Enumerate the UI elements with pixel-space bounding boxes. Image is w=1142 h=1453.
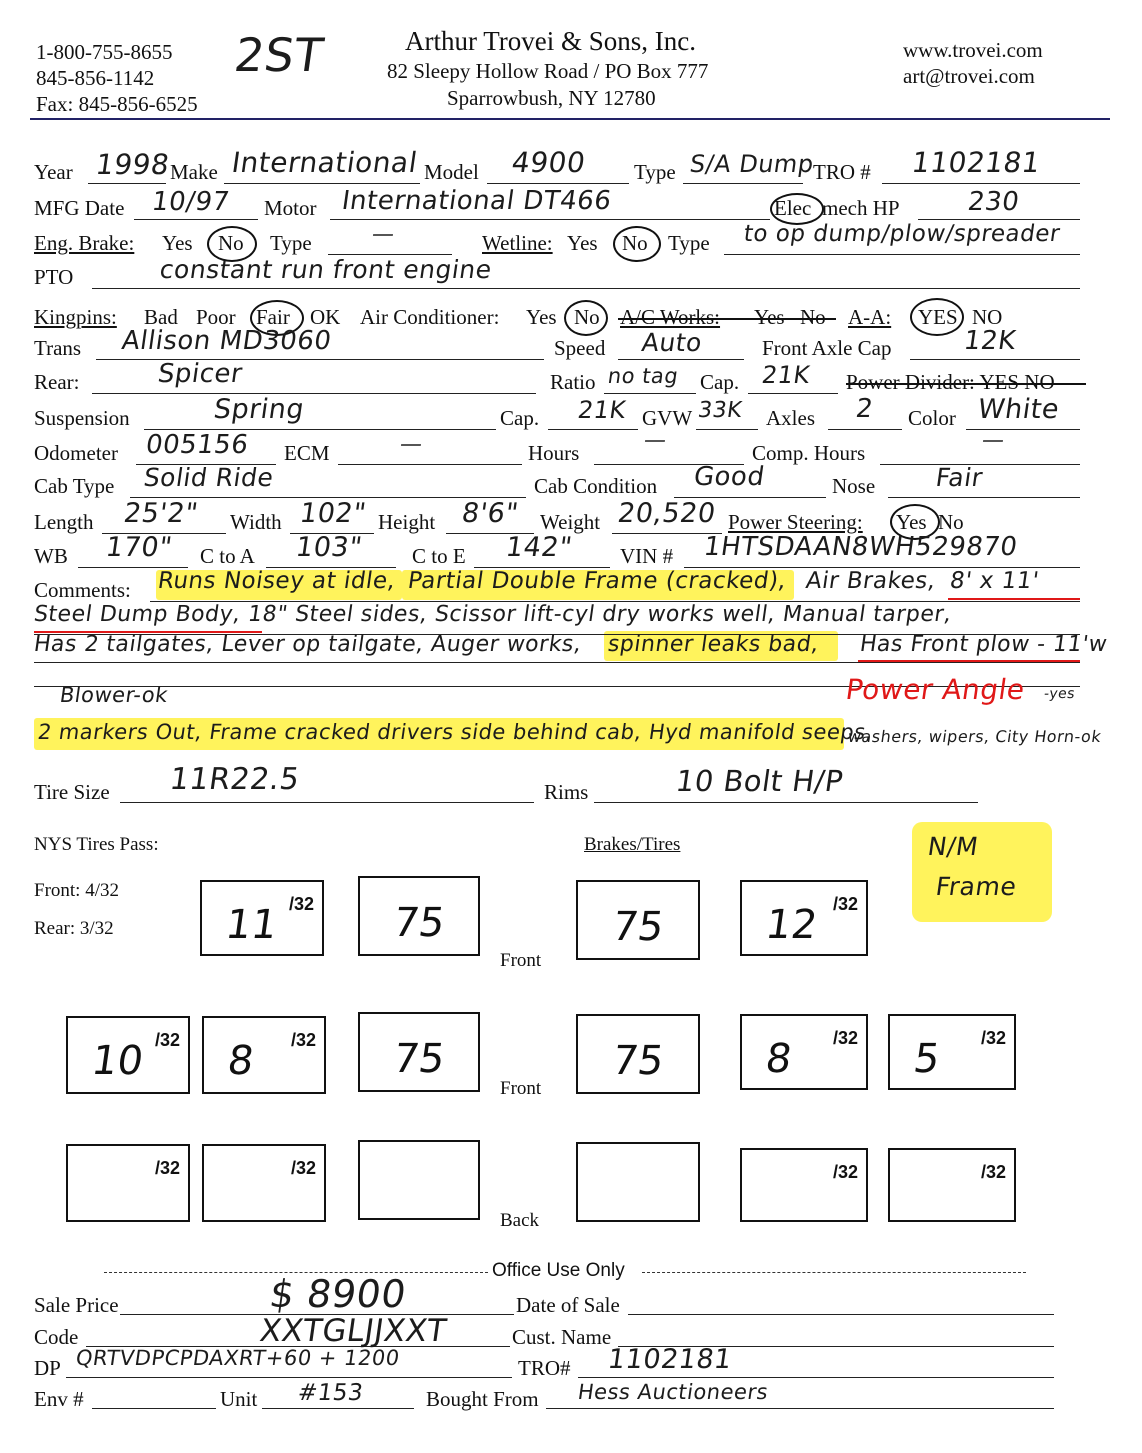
tire-box-r2-2 (202, 1016, 326, 1094)
comments-label: Comments: (34, 578, 131, 602)
per-32: /32 (980, 1028, 1006, 1048)
tire-size-value: 11R22.5 (167, 762, 302, 797)
ratio-label: Ratio (550, 370, 596, 394)
height-value: 8'6" (459, 498, 521, 529)
company-email: art@trovei.com (903, 64, 1035, 88)
power-steering-no: No (938, 510, 964, 534)
c-to-a-label: C to A (200, 544, 255, 568)
kingpins-fair: Fair (256, 305, 290, 329)
tire-box-r3-4 (888, 1148, 1016, 1222)
wetline-no: No (622, 231, 648, 255)
comment-3c-red-underline (858, 660, 1080, 662)
brake-pct: 75 (390, 1036, 448, 1082)
odometer-value: 005156 (143, 430, 251, 460)
office-use-only-title: Office Use Only (492, 1260, 625, 1281)
comment-1a: Runs Noisey at idle, (156, 568, 398, 594)
tire-box-r2-1 (66, 1016, 190, 1094)
header-divider (30, 118, 1110, 120)
front-axle-cap-label: Front Axle Cap (762, 336, 892, 360)
power-steering-label: Power Steering: (728, 510, 863, 534)
tire-box-r1-2 (740, 880, 868, 956)
company-name: Arthur Trovei & Sons, Inc. (405, 26, 697, 56)
aa-label: A-A: (848, 305, 892, 329)
tro2-value: 1102181 (605, 1344, 734, 1375)
length-label: Length (34, 510, 94, 534)
nys-tires-pass-label: NYS Tires Pass: (34, 834, 159, 855)
aa-yes-circle (910, 298, 964, 336)
nm-frame-line2: Frame (933, 872, 1019, 901)
env-label: Env # (34, 1387, 84, 1411)
comment-4b: Power Angle (843, 673, 1028, 706)
per-32: /32 (980, 1162, 1006, 1182)
brake-box-r2-1 (358, 1012, 480, 1092)
brake-pct: 75 (609, 904, 667, 950)
cab-type-value: Solid Ride (141, 463, 276, 492)
suspension-value: Spring (211, 394, 307, 425)
comment-2: Steel Dump Body, 18" Steel sides, Scissor lift-cyl dry works well, Manual tarper, (32, 602, 954, 627)
color-label: Color (908, 406, 956, 430)
hp-value: 230 (965, 187, 1022, 217)
speed-value: Auto (639, 328, 705, 357)
speed-label: Speed (554, 336, 606, 360)
tire-depth: 8 (224, 1038, 257, 1084)
tire-box-r3-3 (740, 1148, 868, 1222)
cab-condition-label: Cab Condition (534, 474, 658, 498)
eng-brake-yes: Yes (162, 231, 193, 255)
axle-back-label: Back (500, 1210, 540, 1231)
eng-brake-label: Eng. Brake: (34, 231, 135, 255)
office-divider-right (642, 1272, 1026, 1273)
pto-label: PTO (34, 265, 74, 289)
suspension-cap-value: 21K (576, 396, 628, 424)
tire-depth: 11 (222, 902, 281, 948)
elec-label: Elec (774, 196, 812, 220)
suspension-cap-label: Cap. (500, 406, 540, 430)
bought-from-value: Hess Auctioneers (576, 1380, 770, 1404)
wetline-yes: Yes (567, 231, 598, 255)
mech-hp-label: mech HP (822, 196, 900, 220)
comment-4c: -yes (1042, 686, 1077, 702)
phone-1: 1-800-755-8655 (36, 40, 173, 64)
phone-2: 845-856-1142 (36, 66, 155, 90)
cab-condition-value: Good (691, 462, 767, 492)
kingpins-ok: OK (310, 305, 341, 329)
brake-box-r1-2 (576, 880, 700, 960)
comment-3b: spinner leaks bad, (606, 632, 821, 657)
ac-works-yes: Yes (754, 305, 785, 329)
brake-box-r3-1 (358, 1140, 480, 1220)
brake-pct: 75 (609, 1038, 667, 1084)
handwritten-note-2st: 2ST (231, 28, 327, 82)
fax: Fax: 845-856-6525 (36, 92, 198, 116)
width-value: 102" (297, 498, 369, 529)
ac-yes: Yes (526, 305, 557, 329)
comment-3a: Has 2 tailgates, Lever op tailgate, Auger works, (32, 632, 584, 657)
air-conditioner-label: Air Conditioner: (360, 305, 500, 329)
wetline-label: Wetline: (482, 231, 553, 255)
brake-box-r1-1 (358, 876, 480, 956)
power-divider-strike (846, 383, 1086, 385)
tro2-label: TRO# (518, 1356, 571, 1380)
color-value: White (975, 394, 1062, 425)
nm-frame-line1: N/M (925, 832, 981, 861)
type-value: S/A Dump (688, 150, 816, 178)
front-requirement: Front: 4/32 (34, 880, 119, 901)
nose-label: Nose (832, 474, 876, 498)
dp-label: DP (34, 1356, 61, 1380)
ecm-value: — (398, 432, 425, 457)
type-label: Type (634, 160, 676, 184)
width-label: Width (230, 510, 282, 534)
unit-value: #153 (296, 1380, 365, 1406)
tire-depth: 5 (910, 1036, 943, 1082)
per-32: /32 (288, 894, 314, 914)
eng-brake-type-label: Type (270, 231, 312, 255)
ratio-value: no tag (606, 364, 680, 388)
ac-works-strike (618, 318, 836, 320)
axle-front-label-2: Front (500, 1078, 542, 1099)
hours-value: — (642, 428, 669, 453)
trans-value: Allison MD3060 (119, 326, 334, 356)
per-32: /32 (154, 1030, 180, 1050)
comp-hours-label: Comp. Hours (752, 441, 866, 465)
per-32: /32 (832, 1162, 858, 1182)
per-32: /32 (154, 1158, 180, 1178)
ac-works-no: No (800, 305, 826, 329)
wetline-type-value: to op dump/plow/spreader (742, 221, 1062, 247)
code-label: Code (34, 1325, 79, 1349)
gvw-value: 33K (696, 398, 744, 423)
tire-size-label: Tire Size (34, 780, 110, 804)
brake-box-r2-2 (576, 1014, 700, 1094)
tire-box-r3-1 (66, 1144, 190, 1222)
comment-4a: Blower-ok (58, 683, 170, 707)
pto-value: constant run front engine (157, 255, 494, 284)
model-value: 4900 (509, 146, 588, 179)
weight-label: Weight (540, 510, 601, 534)
tire-depth: 8 (762, 1036, 795, 1082)
rims-value: 10 Bolt H/P (673, 764, 846, 798)
c-to-e-label: C to E (412, 544, 466, 568)
comp-hours-value: — (980, 428, 1007, 453)
company-website: www.trovei.com (903, 38, 1043, 62)
motor-label: Motor (264, 196, 317, 220)
gvw-label: GVW (642, 406, 693, 430)
axle-front-label-1: Front (500, 950, 542, 971)
date-of-sale-label: Date of Sale (516, 1293, 620, 1317)
rear-cap-value: 21K (760, 361, 812, 389)
sale-price-label: Sale Price (34, 1293, 119, 1317)
rear-label: Rear: (34, 370, 80, 394)
comment-3c: Has Front plow - 11'w (858, 632, 1109, 657)
eng-brake-type-value: — (370, 222, 397, 247)
rear-requirement: Rear: 3/32 (34, 918, 114, 939)
sale-price-value: $ 8900 (266, 1272, 410, 1316)
eng-brake-no: No (218, 231, 244, 255)
c-to-a-value: 103" (293, 532, 365, 563)
wb-value: 170" (103, 532, 175, 563)
cab-type-label: Cab Type (34, 474, 115, 498)
mfg-date-value: 10/97 (149, 187, 232, 217)
tire-box-r3-2 (202, 1144, 326, 1222)
length-value: 25'2" (121, 498, 201, 529)
odometer-label: Odometer (34, 441, 118, 465)
tro-label: TRO # (813, 160, 871, 184)
comment-5b: washers, wipers, City Horn-ok (846, 727, 1103, 746)
axles-value: 2 (853, 394, 876, 424)
rear-cap-label: Cap. (700, 370, 740, 394)
wetline-no-circle (613, 226, 661, 262)
brake-pct: 75 (390, 900, 448, 946)
ecm-label: ECM (284, 441, 330, 465)
per-32: /32 (290, 1030, 316, 1050)
code-value: XXTGLJJXXT (257, 1313, 449, 1349)
vin-value: 1HTSDAAN8WH529870 (701, 532, 1020, 562)
rear-value: Spicer (155, 359, 245, 389)
wb-label: WB (34, 544, 68, 568)
comment-1c: Air Brakes, (804, 568, 938, 594)
year-label: Year (34, 160, 73, 184)
tire-depth: 10 (88, 1038, 147, 1084)
mfg-date-label: MFG Date (34, 196, 125, 220)
ac-works-label: A/C Works: (620, 305, 721, 329)
tire-box-r1-1 (200, 880, 324, 956)
make-value: International (229, 146, 420, 179)
make-label: Make (170, 160, 218, 184)
kingpins-poor: Poor (196, 305, 236, 329)
year-value: 1998 (93, 148, 172, 181)
aa-no: NO (972, 305, 1003, 329)
tire-box-r2-3 (740, 1014, 868, 1090)
vin-label: VIN # (620, 544, 674, 568)
kingpins-bad: Bad (144, 305, 178, 329)
tro-value: 1102181 (909, 146, 1043, 179)
power-divider-label: Power Divider: YES NO (846, 370, 1055, 394)
comment-1d: 8' x 11' (948, 568, 1041, 594)
axles-label: Axles (766, 406, 815, 430)
cust-name-label: Cust. Name (512, 1325, 612, 1349)
front-axle-cap-value: 12K (961, 326, 1018, 356)
brakes-tires-label: Brakes/Tires (584, 834, 681, 855)
ac-no-circle (564, 300, 608, 336)
comment-1d-red-underline (948, 598, 1080, 600)
wetline-type-label: Type (668, 231, 710, 255)
nose-value: Fair (933, 463, 985, 492)
comment-5a: 2 markers Out, Frame cracked drivers side behind cab, Hyd manifold seeps, (36, 720, 875, 744)
power-steering-yes: Yes (896, 510, 927, 534)
tire-depth: 12 (762, 902, 821, 948)
brake-box-r3-2 (576, 1142, 700, 1222)
aa-yes: YES (918, 305, 958, 329)
company-address-1: 82 Sleepy Hollow Road / PO Box 777 (387, 59, 709, 83)
per-32: /32 (832, 894, 858, 914)
per-32: /32 (290, 1158, 316, 1178)
tire-box-r2-4 (888, 1014, 1016, 1090)
trans-label: Trans (34, 336, 82, 360)
kingpins-label: Kingpins: (34, 305, 117, 329)
model-label: Model (424, 160, 479, 184)
rims-label: Rims (544, 780, 589, 804)
unit-label: Unit (220, 1387, 258, 1411)
suspension-label: Suspension (34, 406, 130, 430)
company-address-2: Sparrowbush, NY 12780 (447, 86, 656, 110)
per-32: /32 (832, 1028, 858, 1048)
c-to-e-value: 142" (503, 532, 575, 563)
comment-1b: Partial Double Frame (cracked), (406, 568, 789, 594)
hours-label: Hours (528, 441, 580, 465)
ac-no: No (574, 305, 600, 329)
motor-value: International DT466 (339, 186, 614, 216)
weight-value: 20,520 (615, 498, 718, 529)
height-label: Height (378, 510, 436, 534)
dp-value: QRTVDPCPDAXRT+60 + 1200 (74, 1346, 402, 1370)
bought-from-label: Bought From (426, 1387, 539, 1411)
